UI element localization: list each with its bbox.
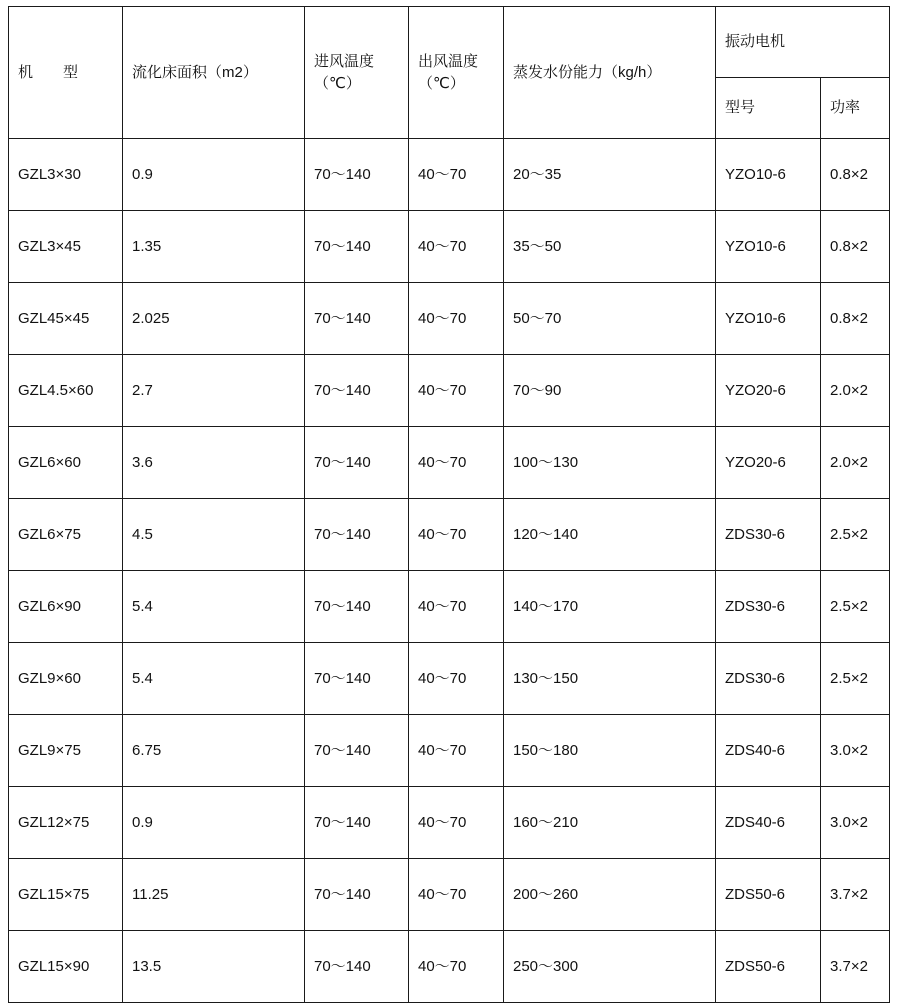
cell-motor-model: ZDS40-6 (716, 715, 821, 787)
cell-outlet-temperature: 40～70 (409, 571, 504, 643)
cell-bed-area: 2.7 (123, 355, 305, 427)
cell-inlet-temperature: 70～140 (305, 499, 409, 571)
table-row (9, 211, 890, 283)
cell-model: GZL4.5×60 (9, 355, 123, 427)
cell-inlet-temperature: 70～140 (305, 931, 409, 1003)
cell-inlet-temperature: 70～140 (305, 427, 409, 499)
cell-inlet-temperature: 70～140 (305, 355, 409, 427)
table-row (9, 355, 890, 427)
cell-model: GZL6×90 (9, 571, 123, 643)
cell-outlet-temperature: 40～70 (409, 139, 504, 211)
table-header-row-primary (9, 7, 890, 78)
cell-motor-power: 0.8×2 (821, 139, 890, 211)
cell-evaporation: 50～70 (504, 283, 716, 355)
cell-motor-model: ZDS50-6 (716, 859, 821, 931)
table-row (9, 931, 890, 1003)
cell-motor-model: ZDS30-6 (716, 643, 821, 715)
cell-outlet-temperature: 40～70 (409, 355, 504, 427)
header-motor-model: 型号 (716, 78, 821, 139)
cell-outlet-temperature: 40～70 (409, 859, 504, 931)
cell-motor-power: 2.0×2 (821, 427, 890, 499)
cell-evaporation: 250～300 (504, 931, 716, 1003)
cell-model: GZL3×45 (9, 211, 123, 283)
header-outlet-temperature (409, 7, 504, 139)
header-vibration-motor: 振动电机 (716, 7, 890, 78)
cell-motor-power: 3.0×2 (821, 787, 890, 859)
header-evaporation-capacity: 蒸发水份能力（kg/h） (504, 7, 716, 139)
cell-motor-power: 2.5×2 (821, 571, 890, 643)
cell-bed-area: 11.25 (123, 859, 305, 931)
cell-motor-power: 0.8×2 (821, 283, 890, 355)
cell-outlet-temperature: 40～70 (409, 787, 504, 859)
cell-bed-area: 0.9 (123, 139, 305, 211)
cell-inlet-temperature: 70～140 (305, 283, 409, 355)
table-header (9, 7, 890, 139)
cell-outlet-temperature: 40～70 (409, 283, 504, 355)
cell-bed-area: 6.75 (123, 715, 305, 787)
cell-bed-area: 13.5 (123, 931, 305, 1003)
header-inlet-temperature-line1: 进风温度 (314, 52, 375, 70)
cell-model: GZL12×75 (9, 787, 123, 859)
cell-evaporation: 20～35 (504, 139, 716, 211)
cell-inlet-temperature: 70～140 (305, 139, 409, 211)
table-row (9, 643, 890, 715)
cell-bed-area: 0.9 (123, 787, 305, 859)
cell-model: GZL6×60 (9, 427, 123, 499)
cell-motor-power: 3.7×2 (821, 859, 890, 931)
cell-bed-area: 4.5 (123, 499, 305, 571)
cell-model: GZL15×75 (9, 859, 123, 931)
cell-motor-model: YZO10-6 (716, 211, 821, 283)
cell-motor-power: 2.5×2 (821, 499, 890, 571)
header-outlet-temperature-line2: （℃） (418, 74, 465, 92)
cell-inlet-temperature: 70～140 (305, 859, 409, 931)
cell-motor-power: 3.7×2 (821, 931, 890, 1003)
cell-evaporation: 140～170 (504, 571, 716, 643)
cell-inlet-temperature: 70～140 (305, 715, 409, 787)
cell-evaporation: 120～140 (504, 499, 716, 571)
table-row (9, 787, 890, 859)
cell-model: GZL3×30 (9, 139, 123, 211)
cell-inlet-temperature: 70～140 (305, 211, 409, 283)
cell-bed-area: 2.025 (123, 283, 305, 355)
cell-motor-power: 3.0×2 (821, 715, 890, 787)
cell-motor-model: YZO10-6 (716, 139, 821, 211)
cell-evaporation: 160～210 (504, 787, 716, 859)
cell-model: GZL15×90 (9, 931, 123, 1003)
cell-bed-area: 5.4 (123, 571, 305, 643)
cell-motor-model: ZDS40-6 (716, 787, 821, 859)
cell-outlet-temperature: 40～70 (409, 931, 504, 1003)
cell-bed-area: 3.6 (123, 427, 305, 499)
cell-outlet-temperature: 40～70 (409, 643, 504, 715)
cell-bed-area: 1.35 (123, 211, 305, 283)
cell-evaporation: 150～180 (504, 715, 716, 787)
cell-motor-model: YZO10-6 (716, 283, 821, 355)
cell-inlet-temperature: 70～140 (305, 571, 409, 643)
table-row (9, 715, 890, 787)
cell-motor-power: 2.5×2 (821, 643, 890, 715)
cell-model: GZL9×60 (9, 643, 123, 715)
header-motor-power: 功率 (821, 78, 890, 139)
table-body (9, 139, 890, 1003)
cell-evaporation: 100～130 (504, 427, 716, 499)
cell-bed-area: 5.4 (123, 643, 305, 715)
cell-model: GZL6×75 (9, 499, 123, 571)
cell-motor-model: ZDS30-6 (716, 571, 821, 643)
cell-outlet-temperature: 40～70 (409, 499, 504, 571)
cell-motor-power: 0.8×2 (821, 211, 890, 283)
cell-evaporation: 70～90 (504, 355, 716, 427)
cell-outlet-temperature: 40～70 (409, 427, 504, 499)
cell-motor-model: ZDS30-6 (716, 499, 821, 571)
cell-motor-model: YZO20-6 (716, 427, 821, 499)
table-row (9, 283, 890, 355)
header-outlet-temperature-line1: 出风温度 (418, 52, 479, 70)
cell-model: GZL9×75 (9, 715, 123, 787)
cell-inlet-temperature: 70～140 (305, 643, 409, 715)
header-model: 机 型 (9, 7, 123, 139)
table-row (9, 499, 890, 571)
cell-model: GZL45×45 (9, 283, 123, 355)
cell-evaporation: 200～260 (504, 859, 716, 931)
cell-outlet-temperature: 40～70 (409, 211, 504, 283)
specification-table (8, 6, 890, 1003)
cell-evaporation: 130～150 (504, 643, 716, 715)
cell-inlet-temperature: 70～140 (305, 787, 409, 859)
table-row (9, 427, 890, 499)
cell-outlet-temperature: 40～70 (409, 715, 504, 787)
table-row (9, 139, 890, 211)
header-inlet-temperature-line2: （℃） (314, 74, 361, 92)
header-inlet-temperature (305, 7, 409, 139)
table-row (9, 571, 890, 643)
table-row (9, 859, 890, 931)
cell-motor-model: YZO20-6 (716, 355, 821, 427)
header-bed-area: 流化床面积（m2） (123, 7, 305, 139)
cell-motor-power: 2.0×2 (821, 355, 890, 427)
cell-motor-model: ZDS50-6 (716, 931, 821, 1003)
cell-evaporation: 35～50 (504, 211, 716, 283)
